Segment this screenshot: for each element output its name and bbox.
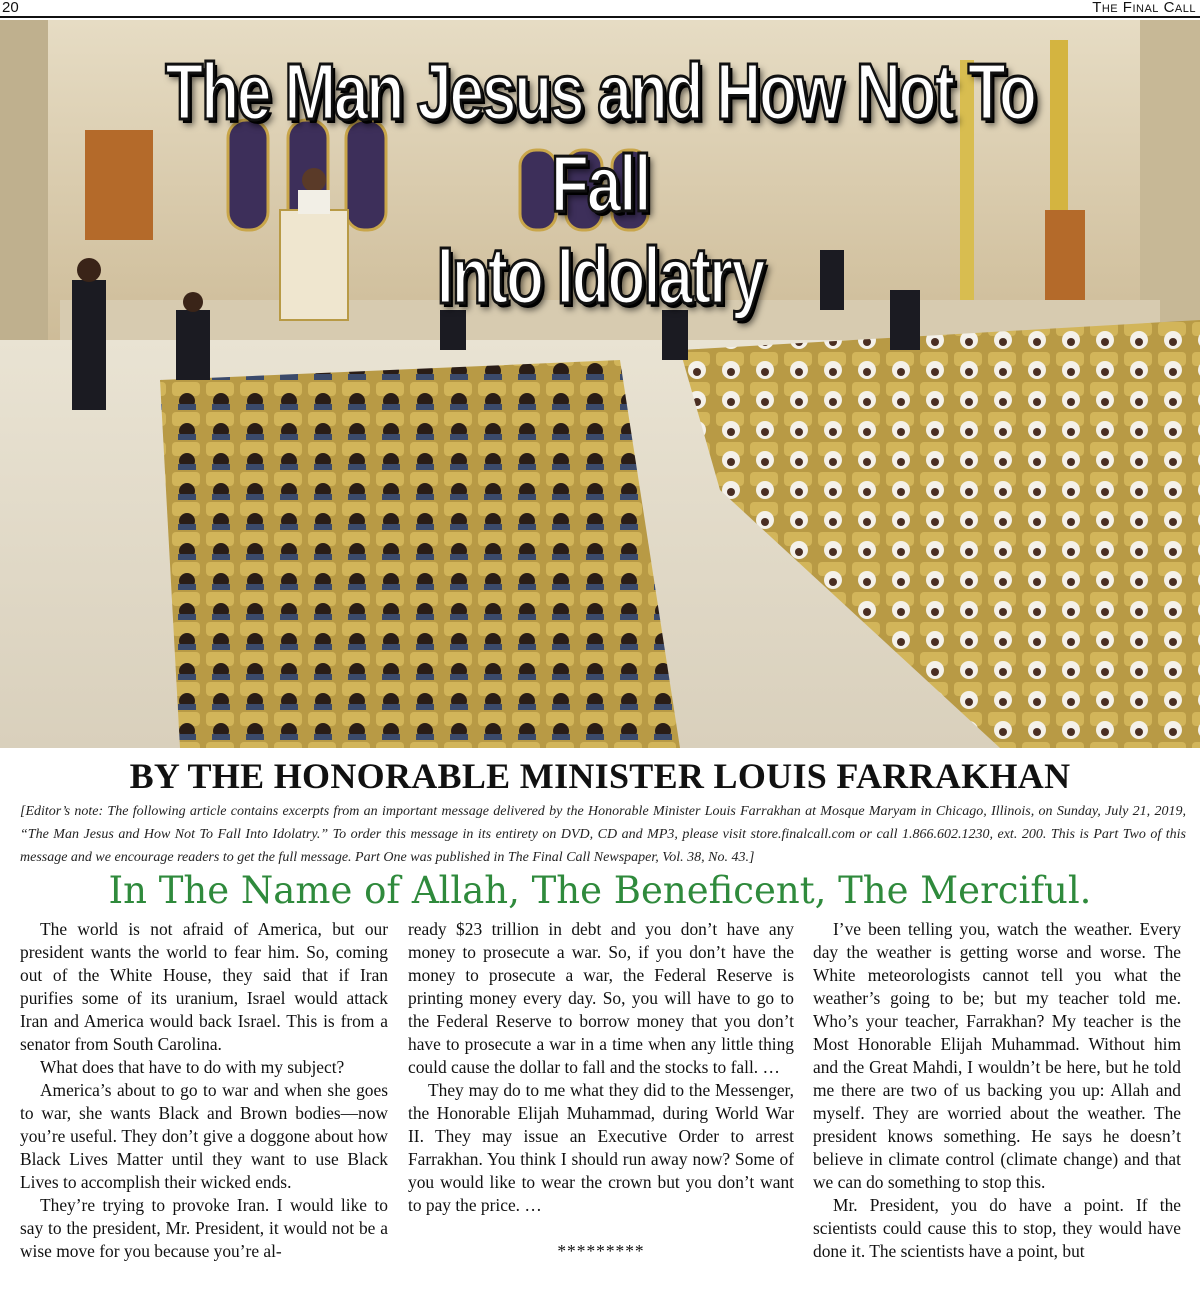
paragraph: They may do to me what they did to the Messenger, the Honorable Elijah Muhammad, during World War II. They may issue an Executive Order to arrest Farrakhan. You think I should run away now? Some of you would like to wear the crown but you don’t want to pay the price. … bbox=[408, 1080, 794, 1215]
paragraph: What does that have to do with my subject? bbox=[40, 1057, 345, 1077]
page-folio bbox=[0, 0, 1200, 18]
paragraph: I’ve been telling you, watch the weather. Every day the weather is getting worse and worse. The White meteorologists cannot tell you what the weather’s going to be; but my teacher told me. Who’s your teacher, Farrakhan? My teacher is the Most Honorable Elijah Muhammad. Without him and the Great Mahdi, I wouldn’t be here, but he told me there are two of us backing you up: Allah and myself. They are worried about the weather. The president knows something. He says he doesn’t believe in climate control (climate change) and that we can do something to stop this. bbox=[813, 919, 1181, 1192]
section-separator: ********* bbox=[557, 1241, 645, 1261]
page-number: 20 bbox=[2, 0, 19, 16]
paragraph: Mr. President, you do have a point. If the scientists could cause this to stop, they would have done it. The scientists have a point, but bbox=[813, 1195, 1181, 1261]
editor-note: [Editor’s note: The following article contains excerpts from an important message delivered by the Honorable Minister Louis Farrakhan at Mosque Maryam in Chicago, Illinois, on Sunday, July 21, 2019, “The Man Jesus and How Not To Fall Into Idolatry.” To order this message in its entirety on DVD, CD and MP3, please visit store.finalcall.com or call 1.866.602.1230, ext. 200. This is Part Two of this message and we encourage readers to get the full message. Part One was published in The Final Call Newspaper, Vol. 38, No. 43.] bbox=[20, 804, 1186, 865]
paragraph: America’s about to go to war and when she goes to war, she wants Black and Brown bodies—now you’re useful. They don’t give a doggone about how Black Lives Matter until they want to use Black Lives to accomplish their wicked ends. bbox=[20, 1080, 388, 1192]
paragraph: The world is not afraid of America, but our president wants the world to fear him. So, coming out of the White House, they said that if Iran purifies some of its uranium, Israel would attack Iran and America would back Israel. This is from a senator from South Carolina. bbox=[20, 919, 388, 1054]
article-column-3 bbox=[813, 918, 1181, 1290]
article-column-1 bbox=[20, 918, 388, 1290]
byline: BY THE HONORABLE MINISTER LOUIS FARRAKHAN bbox=[129, 756, 1071, 796]
invocation-heading: In The Name of Allah, The Beneficent, The Merciful. bbox=[108, 869, 1092, 912]
newspaper-name: The Final Call bbox=[1092, 0, 1196, 16]
headline-line-2: Into Idolatry bbox=[436, 231, 764, 320]
article-photo bbox=[0, 20, 1200, 748]
paragraph: ready $23 trillion in debt and you don’t have any money to prosecute a war. So, if you don’t have the money to prosecute a war, the Federal Reserve is printing money every day. So, you will have to go to the Federal Reserve to borrow money that you don’t have to prosecute a war in a time when any little thing could cause the dollar to fall and the stocks to fall. … bbox=[408, 919, 794, 1077]
headline-line-1: The Man Jesus and How Not To Fall bbox=[165, 47, 1035, 228]
headline bbox=[132, 46, 1068, 322]
article-column-2 bbox=[408, 918, 794, 1290]
paragraph: They’re trying to provoke Iran. I would like to say to the president, Mr. President, it would not be a wise move for you because you’re al- bbox=[20, 1195, 388, 1261]
